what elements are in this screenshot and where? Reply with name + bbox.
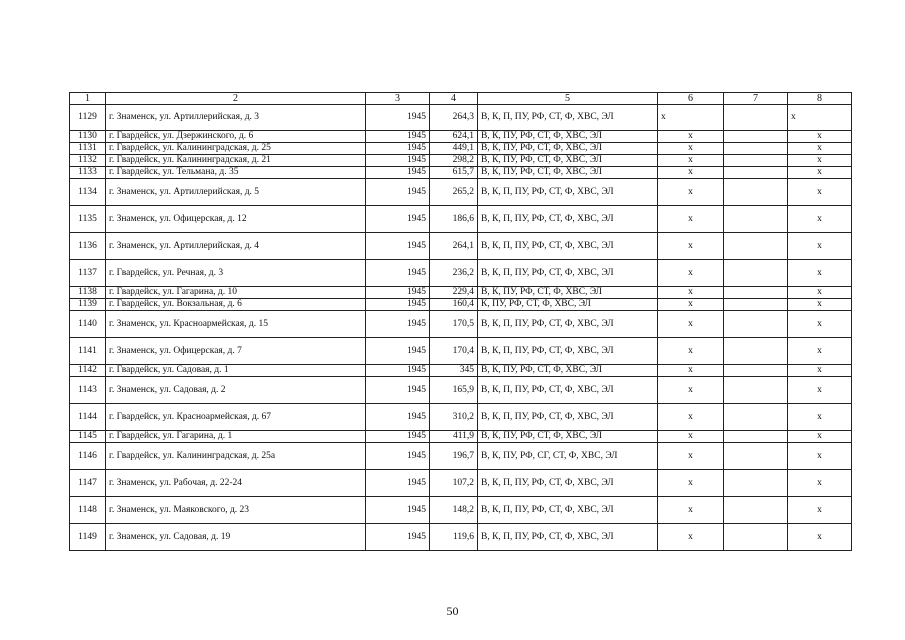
col8-mark-cell: х [788,524,852,551]
row-number-cell: 1131 [70,143,106,155]
area-cell: 411,9 [430,431,478,443]
systems-cell: В, К, ПУ, РФ, СТ, Ф, ХВС, ЭЛ [478,431,658,443]
year-cell: 1945 [366,377,430,404]
table-row [70,377,852,404]
row-number-cell: 1133 [70,167,106,179]
col7-mark-cell [724,365,788,377]
address-cell: г. Знаменск, ул. Садовая, д. 2 [106,377,366,404]
year-cell: 1945 [366,497,430,524]
address-cell: г. Гвардейск, ул. Гагарина, д. 1 [106,431,366,443]
row-number-cell: 1129 [70,105,106,131]
table-row [70,155,852,167]
year-cell: 1945 [366,131,430,143]
address-cell: г. Гвардейск, ул. Гагарина, д. 10 [106,287,366,299]
address-cell: г. Гвардейск, ул. Калининградская, д. 21 [106,155,366,167]
col7-mark-cell [724,105,788,131]
col6-mark-cell: х [658,377,724,404]
col7-mark-cell [724,233,788,260]
area-cell: 624,1 [430,131,478,143]
col8-mark-cell: х [788,497,852,524]
col6-mark-cell: х [658,404,724,431]
table-row [70,338,852,365]
table-row [70,131,852,143]
year-cell: 1945 [366,443,430,470]
row-number-cell: 1136 [70,233,106,260]
col8-mark-cell: х [788,377,852,404]
systems-cell: В, К, ПУ, РФ, СТ, Ф, ХВС, ЭЛ [478,155,658,167]
row-number-cell: 1148 [70,497,106,524]
year-cell: 1945 [366,404,430,431]
area-cell: 170,5 [430,311,478,338]
systems-cell: В, К, П, ПУ, РФ, СТ, Ф, ХВС, ЭЛ [478,105,658,131]
col7-mark-cell [724,155,788,167]
col8-mark-cell: х [788,155,852,167]
col7-mark-cell [724,179,788,206]
col8-mark-cell: х [788,338,852,365]
col6-mark-cell: х [658,497,724,524]
col6-mark-cell: х [658,365,724,377]
systems-cell: К, ПУ, РФ, СТ, Ф, ХВС, ЭЛ [478,299,658,311]
address-cell: г. Гвардейск, ул. Калининградская, д. 25а [106,443,366,470]
systems-cell: В, К, П, ПУ, РФ, СТ, Ф, ХВС, ЭЛ [478,497,658,524]
table-row [70,287,852,299]
address-cell: г. Знаменск, ул. Артиллерийская, д. 3 [106,105,366,131]
col8-mark-cell: х [788,167,852,179]
row-number-cell: 1144 [70,404,106,431]
col6-mark-cell: х [658,143,724,155]
col8-mark-cell: х [788,131,852,143]
row-number-cell: 1147 [70,470,106,497]
systems-cell: В, К, П, ПУ, РФ, СТ, Ф, ХВС, ЭЛ [478,260,658,287]
table-row [70,470,852,497]
area-cell: 449,1 [430,143,478,155]
col6-mark-cell: х [658,524,724,551]
table-row [70,497,852,524]
col6-mark-cell: х [658,287,724,299]
row-number-cell: 1141 [70,338,106,365]
row-number-cell: 1139 [70,299,106,311]
col6-mark-cell: х [658,299,724,311]
area-cell: 196,7 [430,443,478,470]
year-cell: 1945 [366,105,430,131]
area-cell: 265,2 [430,179,478,206]
table-row [70,311,852,338]
area-cell: 264,1 [430,233,478,260]
systems-cell: В, К, П, ПУ, РФ, СТ, Ф, ХВС, ЭЛ [478,206,658,233]
address-cell: г. Знаменск, ул. Рабочая, д. 22-24 [106,470,366,497]
year-cell: 1945 [366,179,430,206]
area-cell: 186,6 [430,206,478,233]
col8-mark-cell: х [788,233,852,260]
year-cell: 1945 [366,143,430,155]
year-cell: 1945 [366,338,430,365]
column-header: 6 [658,93,724,105]
year-cell: 1945 [366,167,430,179]
column-header: 7 [724,93,788,105]
address-cell: г. Гвардейск, ул. Калининградская, д. 25 [106,143,366,155]
col7-mark-cell [724,431,788,443]
col8-mark-cell: х [788,299,852,311]
address-cell: г. Знаменск, ул. Красноармейская, д. 15 [106,311,366,338]
col8-mark-cell: х [788,365,852,377]
row-number-cell: 1145 [70,431,106,443]
col6-mark-cell: х [658,206,724,233]
table-row [70,260,852,287]
year-cell: 1945 [366,470,430,497]
table-row [70,443,852,470]
row-number-cell: 1132 [70,155,106,167]
column-number-row [70,93,852,105]
column-header: 4 [430,93,478,105]
column-header: 3 [366,93,430,105]
table-row [70,206,852,233]
col8-mark-cell: х [788,287,852,299]
col6-mark-cell: х [658,431,724,443]
col6-mark-cell: х [658,311,724,338]
area-cell: 170,4 [430,338,478,365]
area-cell: 229,4 [430,287,478,299]
col7-mark-cell [724,206,788,233]
year-cell: 1945 [366,233,430,260]
systems-cell: В, К, П, ПУ, РФ, СТ, Ф, ХВС, ЭЛ [478,404,658,431]
area-cell: 107,2 [430,470,478,497]
col7-mark-cell [724,131,788,143]
col8-mark-cell: х [788,260,852,287]
systems-cell: В, К, ПУ, РФ, СТ, Ф, ХВС, ЭЛ [478,167,658,179]
address-cell: г. Гвардейск, ул. Дзержинского, д. 6 [106,131,366,143]
address-cell: г. Знаменск, ул. Артиллерийская, д. 5 [106,179,366,206]
row-number-cell: 1146 [70,443,106,470]
address-cell: г. Знаменск, ул. Садовая, д. 19 [106,524,366,551]
housing-registry-table [69,92,852,551]
col6-mark-cell: х [658,233,724,260]
table-row [70,431,852,443]
address-cell: г. Знаменск, ул. Офицерская, д. 12 [106,206,366,233]
col7-mark-cell [724,260,788,287]
systems-cell: В, К, П, ПУ, РФ, СТ, Ф, ХВС, ЭЛ [478,179,658,206]
systems-cell: В, К, П, ПУ, РФ, СТ, Ф, ХВС, ЭЛ [478,311,658,338]
systems-cell: В, К, П, ПУ, РФ, СТ, Ф, ХВС, ЭЛ [478,338,658,365]
address-cell: г. Гвардейск, ул. Тельмана, д. 35 [106,167,366,179]
col6-mark-cell: х [658,131,724,143]
col6-mark-cell: х [658,443,724,470]
col8-mark-cell: х [788,143,852,155]
col7-mark-cell [724,524,788,551]
year-cell: 1945 [366,311,430,338]
table-row [70,404,852,431]
page-number: 50 [446,604,459,618]
systems-cell: В, К, П, ПУ, РФ, СТ, Ф, ХВС, ЭЛ [478,233,658,260]
row-number-cell: 1135 [70,206,106,233]
area-cell: 345 [430,365,478,377]
col6-mark-cell: х [658,338,724,365]
row-number-cell: 1142 [70,365,106,377]
col7-mark-cell [724,287,788,299]
area-cell: 310,2 [430,404,478,431]
col6-mark-cell: х [658,470,724,497]
col8-mark-cell: х [788,404,852,431]
systems-cell: В, К, ПУ, РФ, СТ, Ф, ХВС, ЭЛ [478,365,658,377]
row-number-cell: 1137 [70,260,106,287]
col7-mark-cell [724,404,788,431]
year-cell: 1945 [366,365,430,377]
table-row [70,365,852,377]
table-row [70,299,852,311]
col8-mark-cell: х [788,311,852,338]
col7-mark-cell [724,311,788,338]
table-row [70,179,852,206]
area-cell: 236,2 [430,260,478,287]
col8-mark-cell: х [788,470,852,497]
systems-cell: В, К, ПУ, РФ, СТ, Ф, ХВС, ЭЛ [478,131,658,143]
systems-cell: В, К, ПУ, РФ, СТ, Ф, ХВС, ЭЛ [478,287,658,299]
column-header: 8 [788,93,852,105]
col8-mark-cell: х [788,179,852,206]
year-cell: 1945 [366,299,430,311]
year-cell: 1945 [366,524,430,551]
address-cell: г. Знаменск, ул. Артиллерийская, д. 4 [106,233,366,260]
systems-cell: В, К, П, ПУ, РФ, СТ, Ф, ХВС, ЭЛ [478,524,658,551]
systems-cell: В, К, ПУ, РФ, СТ, Ф, ХВС, ЭЛ [478,143,658,155]
row-number-cell: 1140 [70,311,106,338]
table-row [70,167,852,179]
table-body [70,93,852,551]
area-cell: 148,2 [430,497,478,524]
address-cell: г. Гвардейск, ул. Вокзальная, д. 6 [106,299,366,311]
row-number-cell: 1143 [70,377,106,404]
year-cell: 1945 [366,431,430,443]
column-header: 1 [70,93,106,105]
area-cell: 160,4 [430,299,478,311]
year-cell: 1945 [366,206,430,233]
col6-mark-cell: х [658,260,724,287]
address-cell: г. Знаменск, ул. Маяковского, д. 23 [106,497,366,524]
address-cell: г. Знаменск, ул. Офицерская, д. 7 [106,338,366,365]
col8-mark-cell: х [788,443,852,470]
col6-mark-cell: х [658,155,724,167]
col6-mark-cell: х [658,105,724,131]
column-header: 5 [478,93,658,105]
year-cell: 1945 [366,260,430,287]
table-row [70,524,852,551]
col7-mark-cell [724,143,788,155]
col7-mark-cell [724,470,788,497]
address-cell: г. Гвардейск, ул. Красноармейская, д. 67 [106,404,366,431]
table-row [70,143,852,155]
col7-mark-cell [724,338,788,365]
row-number-cell: 1138 [70,287,106,299]
col8-mark-cell: х [788,206,852,233]
col6-mark-cell: х [658,167,724,179]
row-number-cell: 1130 [70,131,106,143]
col7-mark-cell [724,167,788,179]
systems-cell: В, К, П, ПУ, РФ, СТ, Ф, ХВС, ЭЛ [478,377,658,404]
col7-mark-cell [724,443,788,470]
systems-cell: В, К, ПУ, РФ, СГ, СТ, Ф, ХВС, ЭЛ [478,443,658,470]
column-header: 2 [106,93,366,105]
col7-mark-cell [724,299,788,311]
row-number-cell: 1149 [70,524,106,551]
col7-mark-cell [724,377,788,404]
table-row [70,105,852,131]
area-cell: 264,3 [430,105,478,131]
year-cell: 1945 [366,155,430,167]
col8-mark-cell: х [788,431,852,443]
address-cell: г. Гвардейск, ул. Садовая, д. 1 [106,365,366,377]
systems-cell: В, К, П, ПУ, РФ, СТ, Ф, ХВС, ЭЛ [478,470,658,497]
table-row [70,233,852,260]
area-cell: 165,9 [430,377,478,404]
col7-mark-cell [724,497,788,524]
col6-mark-cell: х [658,179,724,206]
area-cell: 119,6 [430,524,478,551]
col8-mark-cell: х [788,105,852,131]
year-cell: 1945 [366,287,430,299]
area-cell: 615,7 [430,167,478,179]
row-number-cell: 1134 [70,179,106,206]
address-cell: г. Гвардейск, ул. Речная, д. 3 [106,260,366,287]
area-cell: 298,2 [430,155,478,167]
